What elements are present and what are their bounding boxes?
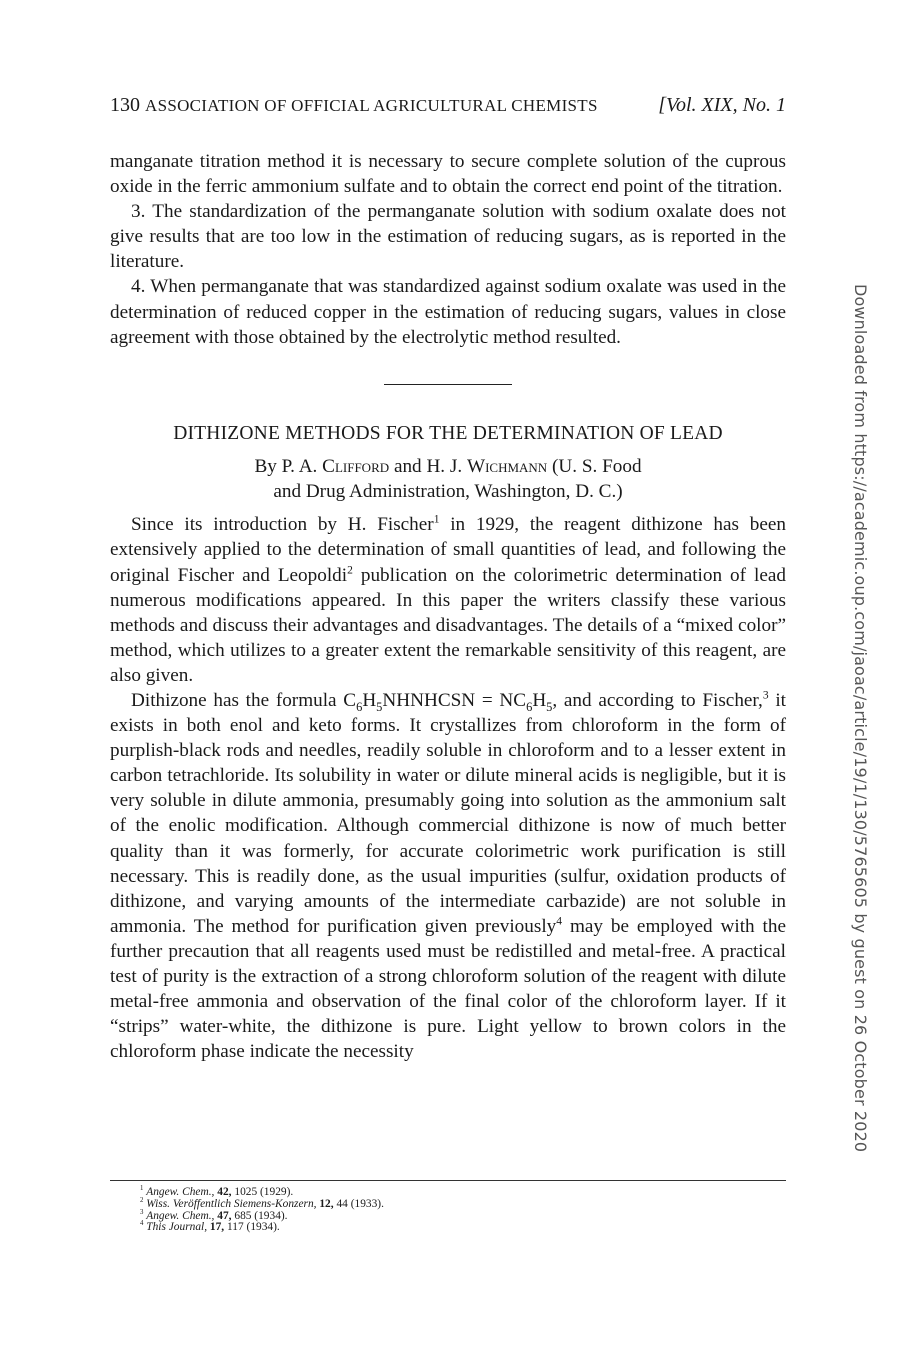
formula-sub-a: 6: [356, 699, 363, 714]
footnote-ref-2: 2: [347, 564, 353, 577]
footnote-volume: 42,: [217, 1186, 232, 1198]
formula-sub-c: 6: [526, 699, 533, 714]
byline-prefix: By P. A.: [254, 455, 318, 477]
para-2-text-f: it exists in both enol and keto forms. It crystallizes from chloroform in the form of purplish-black rods and needles, readily soluble in chloroform and to a lesser extent in carbon tetrachloride. Its solubility in water or dilute mineral acids is negligible, but it is very soluble in dilute ammonia, presumably going into solution as the ammonium salt of the enolic modification. Although commercial dithizone is now of much better quality than it was formerly, for accurate colorimetric work purification is still necessary. This is readily done, as the usual impurities (sulfur, oxidation products of dithizone, and varying amounts of the intermediate carbazide) are not soluble in ammonia. The method for purification given previously: [110, 690, 787, 937]
para-2-text-a: Dithizone has the formula C: [131, 690, 357, 711]
footnote-source: This Journal,: [146, 1221, 208, 1234]
byline: [110, 454, 786, 505]
page-content: [110, 92, 786, 1064]
footnote-ref-1: 1: [433, 513, 440, 526]
footnote-num: 3: [140, 1208, 144, 1216]
journal-name: ASSOCIATION OF OFFICIAL AGRICULTURAL CHEMISTS: [145, 96, 598, 115]
author-2: Wichmann: [466, 455, 548, 477]
para-2-text-c: NHNHCSN = NC: [382, 690, 527, 711]
footnote-ref-4: 4: [556, 915, 563, 928]
download-watermark: [848, 284, 872, 1153]
running-head: [110, 92, 786, 119]
article-title: DITHIZONE METHODS FOR THE DETERMINATION OF LEAD: [173, 422, 723, 444]
footnote-pages: 1025 (1929).: [234, 1186, 294, 1198]
para-1-text-c: publication on the colorimetric determination of lead numerous modifications appeared. In this paper the writers classify these various methods and discuss their advantages and disadvantages. The details of a “mixed color” method, which utilizes to a greater extent the remarkable sensitivity of this reagent, are also given.: [110, 564, 786, 686]
formula-sub-d: 5: [546, 699, 553, 714]
footnote-pages: 685 (1934).: [234, 1209, 288, 1222]
formula-sub-b: 5: [376, 699, 383, 714]
footnote-source: Angew. Chem.,: [146, 1186, 215, 1198]
watermark-text: Downloaded from https://academic.oup.com/jaoac/article/19/1/130/5765605 by guest on 26 October 2020: [851, 284, 870, 1153]
footnote-source: Angew. Chem.,: [146, 1209, 215, 1222]
footnote-volume: 47,: [217, 1209, 232, 1222]
footnote-volume: 17,: [209, 1221, 225, 1234]
continued-paragraph: manganate titration method it is necessary to secure complete solution of the cuprous oxide in the ferric ammonium sulfate and to obtain the correct end point of the titration.: [110, 151, 786, 198]
para-2-text-b: H: [362, 690, 377, 711]
para-1-text-b: in 1929, the reagent dithizone has been extensively applied to the determination of small quantities of lead, and following the original Fischer and Leopoldi: [110, 514, 786, 586]
footnote-pages: 44 (1933).: [336, 1197, 384, 1210]
intro-paragraph: [110, 512, 786, 688]
para-2-text-g: may be employed with the further precaution that all reagents used must be redistilled and metal-free. A practical test of purity is the extraction of a strong chloroform solution of the reagent with dilute metal-free ammonia and observation of the final color of the chloroform layer. If it “strips” water-white, the dithizone is pure. Light yellow to brown colors in the chloroform phase indicate the necessity: [110, 915, 786, 1063]
footnote-pages: 117 (1934).: [227, 1221, 280, 1234]
conclusion-item-4: 4. When permanganate that was standardized against sodium oxalate was used in the determination of reduced copper in the estimation of reducing sugars, values in close agreement with those obtained by the electrolytic method resulted.: [110, 276, 786, 348]
footnote-num: 4: [140, 1220, 144, 1228]
footnote-ref-3: 3: [762, 689, 769, 702]
volume-issue: [Vol. XIX, No. 1: [658, 94, 786, 116]
footnote-4: [110, 1222, 786, 1234]
byline-and: and H. J.: [393, 455, 463, 477]
footnote-source: Wiss. Veröffentlich Siemens-Konzern,: [146, 1197, 317, 1210]
running-head-left: [110, 92, 598, 119]
footnote-volume: 12,: [319, 1197, 334, 1210]
footnotes: [110, 1180, 786, 1234]
affiliation-line-1: (U. S. Food: [551, 455, 642, 477]
footnote-num: 2: [140, 1197, 144, 1204]
page-number: 130: [110, 94, 140, 116]
footnote-num: 1: [140, 1185, 144, 1193]
section-divider: [384, 384, 512, 385]
para-2-text-d: H: [532, 690, 547, 711]
author-1: Clifford: [322, 455, 390, 477]
para-2-text-e: , and according to Fischer,: [552, 690, 763, 711]
conclusion-item-3: 3. The standardization of the permanganate solution with sodium oxalate does not give results that are too low in the estimation of reducing sugars, as is reported in the literature.: [110, 201, 786, 273]
para-1-text-a: Since its introduction by H. Fischer: [131, 514, 434, 536]
affiliation-line-2: and Drug Administration, Washington, D. C.): [273, 481, 623, 503]
dithizone-paragraph: [110, 688, 786, 1064]
